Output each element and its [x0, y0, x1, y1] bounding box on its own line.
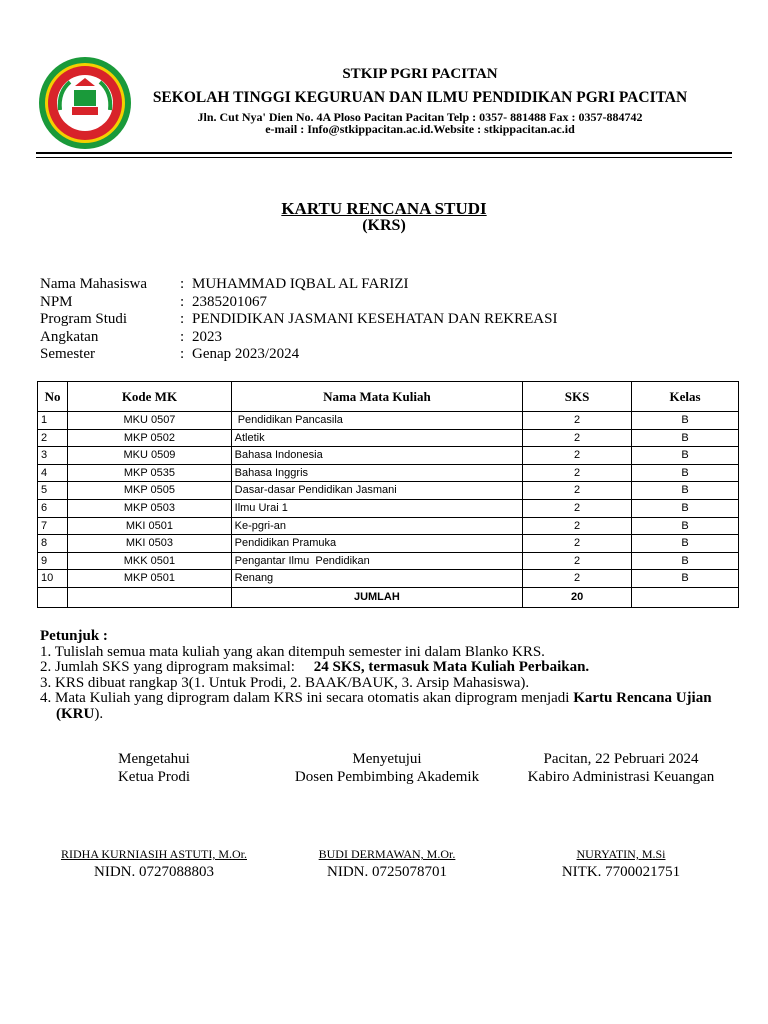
instruction-item: 3. KRS dibuat rangkap 3(1. Untuk Prodi, 2. BAAK/BAUK, 3. Arsip Mahasiswa).	[40, 674, 530, 691]
header-divider-thin	[36, 157, 732, 158]
signature-block-keuangan	[510, 750, 732, 786]
info-value: MUHAMMAD IQBAL AL FARIZI	[192, 276, 409, 292]
total-sks: 20	[523, 587, 632, 607]
cell-sks: 2	[523, 464, 632, 482]
instruction-item	[40, 691, 740, 707]
instructions-heading: Petunjuk :	[40, 628, 108, 644]
cell-kelas: B	[632, 499, 739, 517]
total-empty-cell	[632, 587, 739, 607]
signer-pembimbing	[280, 845, 494, 881]
cell-kode: MKI 0501	[68, 517, 231, 535]
signature-block-pembimbing	[270, 750, 504, 786]
cell-no: 6	[38, 499, 68, 517]
cell-nama: Ke-pgri-an	[231, 517, 522, 535]
instruction-bold: Kartu Rencana Ujian	[573, 690, 712, 706]
info-row-semester	[40, 346, 557, 364]
cell-nama: Ilmu Urai 1	[231, 499, 522, 517]
cell-nama: Atletik	[231, 429, 522, 447]
signer-name: NURYATIN, M.Si	[576, 847, 666, 861]
cell-kelas: B	[632, 412, 739, 430]
cell-kelas: B	[632, 429, 739, 447]
institution-address	[140, 111, 700, 135]
cell-sks: 2	[523, 429, 632, 447]
cell-no: 10	[38, 570, 68, 588]
document-subtitle: (KRS)	[362, 217, 406, 234]
instruction-item	[40, 660, 740, 676]
info-label: Program Studi	[40, 311, 128, 327]
cell-kelas: B	[632, 482, 739, 500]
cell-no: 1	[38, 412, 68, 430]
cell-nama: Pendidikan Pancasila	[231, 412, 522, 430]
document-title	[0, 199, 768, 219]
instruction-item-cont	[40, 707, 740, 723]
institution-logo	[38, 56, 132, 150]
info-row-prodi	[40, 311, 557, 329]
cell-nama: Bahasa Indonesia	[231, 447, 522, 465]
table-row	[38, 464, 739, 482]
header-divider	[36, 152, 732, 154]
address-line: Jln. Cut Nya' Dien No. 4A Ploso Pacitan Pacitan Telp : 0357- 881488 Fax : 0357-884742	[197, 110, 643, 124]
signer-name: RIDHA KURNIASIH ASTUTI, M.Or.	[60, 847, 247, 861]
course-rows	[38, 412, 739, 588]
info-value: PENDIDIKAN JASMANI KESEHATAN DAN REKREASI	[192, 311, 558, 327]
cell-sks: 2	[523, 517, 632, 535]
institution-name: STKIP PGRI PACITAN	[342, 66, 498, 82]
cell-sks: 2	[523, 570, 632, 588]
header-no: No	[38, 382, 68, 412]
header-kelas: Kelas	[632, 382, 739, 412]
info-colon: :	[180, 311, 185, 327]
cell-kode: MKP 0505	[68, 482, 231, 500]
instruction-text: ).	[94, 705, 104, 722]
instruction-bold: (KRU	[56, 705, 95, 722]
table-row	[38, 517, 739, 535]
cell-sks: 2	[523, 447, 632, 465]
signer-name: BUDI DERMAWAN, M.Or.	[318, 847, 456, 861]
cell-no: 3	[38, 447, 68, 465]
course-table	[37, 381, 739, 608]
cell-kelas: B	[632, 570, 739, 588]
contact-line: e-mail : Info@stkippacitan.ac.id.Website : stkippacitan.ac.id	[265, 122, 575, 136]
instruction-text: 4. Mata Kuliah yang diprogram dalam KRS ini secara otomatis akan diprogram menjadi	[40, 690, 570, 706]
table-row	[38, 412, 739, 430]
cell-nama: Pendidikan Pramuka	[231, 535, 522, 553]
student-info	[40, 276, 557, 364]
signature-line1: Menyetujui	[352, 751, 422, 767]
cell-no: 4	[38, 464, 68, 482]
cell-kode: MKP 0503	[68, 499, 231, 517]
instructions	[40, 629, 740, 722]
header-nama: Nama Mata Kuliah	[231, 382, 522, 412]
cell-nama: Dasar-dasar Pendidikan Jasmani	[231, 482, 522, 500]
cell-kelas: B	[632, 535, 739, 553]
cell-nama: Renang	[231, 570, 522, 588]
signature-line2: Dosen Pembimbing Akademik	[294, 769, 480, 785]
table-header-row	[38, 382, 739, 412]
cell-nama: Bahasa Inggris	[231, 464, 522, 482]
table-row	[38, 552, 739, 570]
total-empty-cell	[38, 587, 68, 607]
document-title-text: KARTU RENCANA STUDI	[281, 199, 487, 218]
signer-id: NITK. 7700021751	[561, 864, 681, 880]
signature-line2: Kabiro Administrasi Keuangan	[527, 769, 715, 785]
total-row	[38, 587, 739, 607]
total-label: JUMLAH	[231, 587, 522, 607]
table-row	[38, 447, 739, 465]
instruction-bold: 24 SKS, termasuk Mata Kuliah Perbaikan.	[313, 659, 590, 675]
header-kode: Kode MK	[68, 382, 231, 412]
cell-sks: 2	[523, 535, 632, 553]
info-label: Angkatan	[40, 328, 99, 345]
cell-no: 5	[38, 482, 68, 500]
signer-id: NIDN. 0725078701	[327, 864, 447, 880]
instruction-item: 1. Tulislah semua mata kuliah yang akan ditempuh semester ini dalam Blanko KRS.	[40, 643, 545, 660]
total-empty-cell	[68, 587, 231, 607]
cell-kode: MKK 0501	[68, 552, 231, 570]
signer-id: NIDN. 0727088803	[94, 864, 214, 880]
info-label: Nama Mahasiswa	[40, 276, 148, 292]
cell-sks: 2	[523, 499, 632, 517]
cell-kelas: B	[632, 517, 739, 535]
info-label: NPM	[40, 293, 73, 310]
cell-sks: 2	[523, 482, 632, 500]
cell-kelas: B	[632, 447, 739, 465]
institution-full-name: SEKOLAH TINGGI KEGURUAN DAN ILMU PENDIDIKAN PGRI PACITAN	[152, 89, 688, 106]
signature-line2: Ketua Prodi	[117, 769, 191, 785]
table-row	[38, 429, 739, 447]
signer-prodi	[40, 845, 268, 881]
signature-block-prodi	[60, 750, 248, 786]
info-value: 2385201067	[192, 293, 267, 310]
info-label: Semester	[40, 346, 95, 362]
cell-kode: MKP 0501	[68, 570, 231, 588]
info-row-npm	[40, 294, 557, 312]
table-row	[38, 482, 739, 500]
cell-kode: MKP 0502	[68, 429, 231, 447]
info-value: 2023	[192, 328, 222, 345]
cell-kelas: B	[632, 552, 739, 570]
info-colon: :	[180, 328, 185, 345]
info-colon: :	[180, 346, 185, 362]
signer-keuangan	[520, 845, 722, 881]
table-row	[38, 499, 739, 517]
cell-no: 8	[38, 535, 68, 553]
info-colon: :	[180, 293, 185, 310]
cell-kode: MKP 0535	[68, 464, 231, 482]
cell-no: 2	[38, 429, 68, 447]
table-row	[38, 535, 739, 553]
cell-kode: MKU 0509	[68, 447, 231, 465]
cell-no: 7	[38, 517, 68, 535]
cell-sks: 2	[523, 412, 632, 430]
table-row	[38, 570, 739, 588]
cell-kode: MKI 0503	[68, 535, 231, 553]
cell-kode: MKU 0507	[68, 412, 231, 430]
cell-kelas: B	[632, 464, 739, 482]
cell-no: 9	[38, 552, 68, 570]
cell-nama: Pengantar Ilmu Pendidikan	[231, 552, 522, 570]
info-colon: :	[180, 276, 185, 292]
info-value: Genap 2023/2024	[192, 346, 300, 362]
info-row-angkatan	[40, 329, 557, 347]
cell-sks: 2	[523, 552, 632, 570]
signature-line1: Mengetahui	[118, 751, 190, 767]
header-sks: SKS	[523, 382, 632, 412]
signature-line1: Pacitan, 22 Pebruari 2024	[543, 751, 699, 767]
instruction-text: 2. Jumlah SKS yang diprogram maksimal:	[40, 659, 295, 675]
info-row-nama	[40, 276, 557, 294]
